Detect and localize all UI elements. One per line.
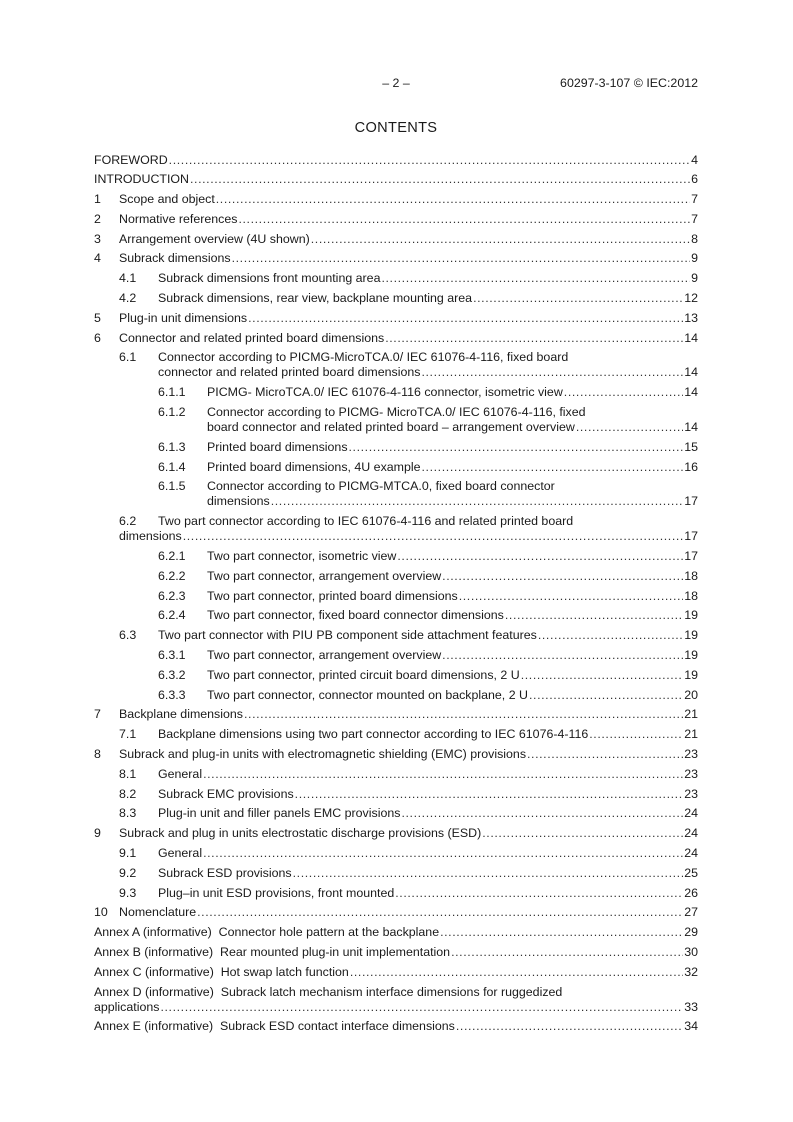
- toc-entry-page: 17: [684, 529, 698, 544]
- toc-entry-number: 6.3.2: [158, 667, 186, 682]
- toc-entry[interactable]: [94, 863, 698, 883]
- toc-entry-page: 18: [684, 568, 698, 583]
- toc-entry-title: Two part connector, arrangement overview: [207, 648, 442, 663]
- toc-entry-title: Printed board dimensions: [207, 439, 348, 454]
- dot-leader: [197, 904, 683, 922]
- toc-entry[interactable]: [94, 150, 698, 170]
- toc-entry-title: Subrack dimensions, rear view, backplane mounting area: [158, 291, 473, 306]
- toc-entry-title: Annex C (informative) Hot swap latch function: [94, 964, 349, 979]
- toc-entry-page: 6: [691, 172, 698, 187]
- toc-entry-page: 24: [684, 846, 698, 860]
- toc-entry-page: 14: [684, 385, 698, 400]
- toc-entry-number: 4.1: [119, 271, 137, 286]
- toc-entry[interactable]: [94, 190, 698, 210]
- dot-leader: [442, 568, 683, 586]
- toc-entry-title: Two part connector, printed board dimensions: [207, 588, 458, 603]
- toc-entry[interactable]: [94, 646, 698, 666]
- toc-entry-page: 17: [684, 549, 698, 564]
- toc-entry-number: 9.3: [119, 885, 137, 900]
- dot-leader: [456, 1018, 683, 1036]
- toc-entry[interactable]: [94, 745, 698, 765]
- dot-leader: [421, 364, 683, 382]
- toc-entry-number: 6.1.2: [158, 405, 186, 420]
- dot-leader: [538, 627, 683, 645]
- toc-entry-number: 8.3: [119, 806, 137, 821]
- dot-leader: [442, 647, 683, 665]
- dot-leader: [395, 885, 683, 903]
- toc-entry-title: Two part connector, isometric view: [207, 549, 397, 564]
- toc-entry-page: 7: [691, 192, 698, 207]
- toc-entry-page: 9: [691, 271, 698, 286]
- dot-leader: [521, 667, 684, 685]
- toc-entry-number: 6.2.4: [158, 608, 186, 623]
- toc-entry[interactable]: [94, 269, 698, 289]
- toc-entry-title: board connector and related printed board – arrangement overview: [207, 420, 575, 435]
- toc-entry-title: Nomenclature: [119, 905, 197, 920]
- toc-entry-number: 10: [94, 905, 108, 920]
- toc-entry-number: 6.1.1: [158, 385, 186, 400]
- table-of-contents: [94, 150, 698, 1037]
- toc-entry-page: 23: [684, 747, 698, 762]
- toc-entry-title: General: [158, 766, 203, 781]
- toc-entry[interactable]: [94, 1017, 698, 1037]
- toc-entry-page: 14: [684, 365, 698, 380]
- toc-entry-page: 27: [684, 905, 698, 920]
- toc-entry-title-first-line: Connector according to PICMG-MicroTCA.0/ IEC 61076-4-116, fixed board: [158, 350, 569, 365]
- toc-entry[interactable]: [94, 824, 698, 844]
- toc-entry[interactable]: [94, 685, 698, 705]
- toc-entry-title: Plug-in unit and filler panels EMC provisions: [158, 806, 401, 821]
- toc-entry-page: 4: [691, 152, 698, 167]
- toc-entry-title: connector and related printed board dimensions: [158, 365, 421, 380]
- toc-entry[interactable]: [94, 566, 698, 586]
- toc-entry-page: 9: [691, 251, 698, 266]
- toc-entry-title: Annex E (informative) Subrack ESD contact interface dimensions: [94, 1019, 455, 1034]
- toc-entry-number: 6: [94, 330, 101, 345]
- toc-entry[interactable]: [94, 962, 698, 982]
- toc-entry[interactable]: [94, 764, 698, 784]
- toc-entry-title: Two part connector, printed circuit board dimensions, 2 U: [207, 667, 520, 682]
- toc-entry-title: INTRODUCTION: [94, 172, 189, 187]
- toc-entry-number: 6.1.4: [158, 459, 186, 474]
- toc-entry-title-first-line: Annex D (informative) Subrack latch mechanism interface dimensions for ruggedized: [94, 984, 563, 999]
- toc-entry-page: 19: [684, 608, 698, 623]
- toc-entry-page: 7: [691, 211, 698, 226]
- dot-leader: [564, 384, 683, 402]
- dot-leader: [349, 439, 684, 457]
- toc-entry[interactable]: [94, 477, 698, 512]
- toc-entry-title: Backplane dimensions: [119, 707, 243, 722]
- toc-entry[interactable]: [94, 328, 698, 348]
- dot-leader: [183, 528, 684, 546]
- toc-entry-page: 20: [684, 687, 698, 702]
- dot-leader: [397, 548, 683, 566]
- toc-entry-page: 26: [684, 885, 698, 900]
- toc-entry[interactable]: [94, 883, 698, 903]
- dot-leader: [271, 493, 684, 511]
- toc-entry-page: 21: [684, 707, 698, 722]
- toc-entry-title: Normative references: [119, 211, 238, 226]
- dot-leader: [440, 924, 683, 942]
- dot-leader: [293, 865, 684, 883]
- toc-entry-page: 21: [684, 727, 698, 742]
- dot-leader: [311, 231, 690, 249]
- toc-entry-title: Two part connector, fixed board connector dimensions: [207, 608, 504, 623]
- dot-leader: [169, 152, 690, 170]
- toc-entry-page: 24: [684, 826, 698, 841]
- toc-entry-page: 19: [684, 667, 698, 682]
- toc-entry-page: 16: [684, 459, 698, 474]
- toc-entry-title-first-line: Connector according to PICMG- MicroTCA.0/ IEC 61076-4-116, fixed: [207, 405, 586, 420]
- toc-entry[interactable]: [94, 457, 698, 477]
- toc-entry[interactable]: [94, 170, 698, 190]
- toc-entry-number: 4.2: [119, 291, 137, 306]
- dot-leader: [190, 171, 690, 189]
- toc-entry-page: 19: [684, 628, 698, 643]
- toc-entry[interactable]: [94, 725, 698, 745]
- dot-leader: [238, 211, 690, 229]
- toc-entry-number: 6.3.3: [158, 687, 186, 702]
- toc-entry-title: Connector and related printed board dimensions: [119, 330, 385, 345]
- dot-leader: [381, 270, 690, 288]
- document-id: 60297-3-107 © IEC:2012: [560, 76, 698, 90]
- toc-entry-number: 6.2: [119, 514, 137, 529]
- dot-leader: [248, 310, 683, 328]
- toc-entry[interactable]: [94, 923, 698, 943]
- toc-entry-title: Arrangement overview (4U shown): [119, 231, 310, 246]
- toc-entry-page: 23: [684, 786, 698, 801]
- toc-entry[interactable]: [94, 586, 698, 606]
- toc-entry-title: Subrack ESD provisions: [158, 865, 292, 880]
- toc-entry-page: 34: [684, 1019, 698, 1034]
- toc-entry-number: 8: [94, 747, 101, 762]
- toc-entry[interactable]: [94, 982, 698, 1017]
- toc-entry-number: 8.2: [119, 786, 137, 801]
- dot-leader: [160, 999, 683, 1017]
- toc-entry-number: 6.1.3: [158, 439, 186, 454]
- toc-entry[interactable]: [94, 348, 698, 383]
- toc-entry-title-first-line: Connector according to PICMG-MTCA.0, fixed board connector: [207, 479, 555, 494]
- dot-leader: [473, 290, 683, 308]
- toc-entry-page: 29: [684, 925, 698, 940]
- toc-entry[interactable]: [94, 665, 698, 685]
- dot-leader: [401, 805, 683, 823]
- dot-leader: [232, 250, 691, 268]
- toc-entry-number: 9: [94, 826, 101, 841]
- toc-entry-page: 14: [684, 420, 698, 435]
- toc-entry-number: 1: [94, 192, 101, 207]
- toc-entry[interactable]: [94, 626, 698, 646]
- toc-entry-page: 13: [684, 310, 698, 325]
- dot-leader: [505, 607, 683, 625]
- toc-entry-number: 2: [94, 211, 101, 226]
- toc-entry[interactable]: [94, 249, 698, 269]
- toc-entry-page: 15: [684, 439, 698, 454]
- toc-entry-title: Subrack and plug-in units with electromagnetic shielding (EMC) provisions: [119, 747, 527, 762]
- dot-leader: [482, 825, 683, 843]
- toc-entry-number: 6.1: [119, 350, 137, 365]
- toc-entry[interactable]: [94, 403, 698, 438]
- toc-entry-number: 7: [94, 707, 101, 722]
- toc-entry-title: Subrack and plug in units electrostatic discharge provisions (ESD): [119, 826, 482, 841]
- dot-leader: [203, 845, 683, 863]
- dot-leader: [529, 687, 683, 705]
- toc-entry-number: 9.1: [119, 846, 137, 860]
- toc-entry-number: 6.2.3: [158, 588, 186, 603]
- toc-entry-page: 18: [684, 588, 698, 603]
- toc-entry[interactable]: [94, 705, 698, 725]
- toc-entry-title: Subrack EMC provisions: [158, 786, 294, 801]
- dot-leader: [422, 459, 684, 477]
- toc-entry-number: 5: [94, 310, 101, 325]
- dot-leader: [295, 786, 684, 804]
- toc-entry-title: Subrack dimensions front mounting area: [158, 271, 381, 286]
- dot-leader: [244, 706, 683, 724]
- toc-entry-title: Printed board dimensions, 4U example: [207, 459, 421, 474]
- toc-entry[interactable]: [94, 289, 698, 309]
- toc-entry[interactable]: [94, 308, 698, 328]
- toc-entry-title: Annex B (informative) Rear mounted plug-in unit implementation: [94, 944, 451, 959]
- page-header: [94, 76, 698, 94]
- toc-entry-page: 19: [684, 648, 698, 663]
- dot-leader: [527, 746, 683, 764]
- toc-entry[interactable]: [94, 383, 698, 403]
- toc-entry-page: 12: [684, 291, 698, 306]
- toc-entry-page: 30: [684, 944, 698, 959]
- toc-entry-title: dimensions: [119, 529, 182, 544]
- toc-entry[interactable]: [94, 209, 698, 229]
- dot-leader: [203, 766, 683, 784]
- toc-entry-title: FOREWORD: [94, 152, 168, 167]
- toc-entry-title: dimensions: [207, 494, 270, 509]
- toc-entry-title-first-line: Two part connector according to IEC 61076-4-116 and related printed board: [158, 514, 574, 529]
- toc-entry-title: Scope and object: [119, 192, 215, 207]
- toc-entry-title: PICMG- MicroTCA.0/ IEC 61076-4-116 connector, isometric view: [207, 385, 563, 400]
- toc-entry-number: 6.1.5: [158, 479, 186, 494]
- toc-entry-number: 6.2.1: [158, 549, 186, 564]
- toc-entry-title: Annex A (informative) Connector hole pattern at the backplane: [94, 925, 440, 940]
- toc-entry-title: Plug–in unit ESD provisions, front mounted: [158, 885, 395, 900]
- toc-entry-page: 33: [684, 999, 698, 1014]
- toc-entry[interactable]: [94, 229, 698, 249]
- toc-entry-title: applications: [94, 999, 160, 1014]
- toc-entry-page: 24: [684, 806, 698, 821]
- toc-entry-title: General: [158, 846, 203, 860]
- toc-entry[interactable]: [94, 547, 698, 567]
- toc-entry-number: 3: [94, 231, 101, 246]
- toc-entry-page: 8: [691, 231, 698, 246]
- toc-entry-page: 23: [684, 766, 698, 781]
- toc-entry-title: Backplane dimensions using two part connector according to IEC 61076-4-116: [158, 727, 589, 742]
- dot-leader: [216, 191, 690, 209]
- toc-entry-title: Subrack dimensions: [119, 251, 231, 266]
- toc-entry-number: 6.3.1: [158, 648, 186, 663]
- toc-entry[interactable]: [94, 804, 698, 824]
- toc-entry-title: Two part connector, arrangement overview: [207, 568, 442, 583]
- toc-entry-number: 6.2.2: [158, 568, 186, 583]
- toc-entry-page: 14: [684, 330, 698, 345]
- dot-leader: [385, 330, 683, 348]
- toc-entry-number: 8.1: [119, 766, 137, 781]
- dot-leader: [350, 964, 683, 982]
- toc-entry-page: 32: [684, 964, 698, 979]
- toc-entry[interactable]: [94, 606, 698, 626]
- toc-entry[interactable]: [94, 784, 698, 804]
- toc-entry[interactable]: [94, 512, 698, 547]
- contents-title: CONTENTS: [354, 120, 438, 136]
- toc-entry-title: Two part connector, connector mounted on backplane, 2 U: [207, 687, 528, 702]
- toc-entry-page: 25: [684, 865, 698, 880]
- dot-leader: [576, 419, 683, 437]
- dot-leader: [459, 588, 683, 606]
- page-number: – 2 –: [382, 76, 410, 90]
- toc-entry-number: 9.2: [119, 865, 137, 880]
- toc-entry-number: 4: [94, 251, 101, 266]
- dot-leader: [451, 944, 683, 962]
- dot-leader: [589, 726, 683, 744]
- toc-entry-page: 17: [684, 494, 698, 509]
- toc-entry-number: 7.1: [119, 727, 137, 742]
- toc-entry-number: 6.3: [119, 628, 137, 643]
- toc-entry[interactable]: [94, 942, 698, 962]
- toc-entry[interactable]: [94, 903, 698, 923]
- toc-entry[interactable]: [94, 437, 698, 457]
- toc-entry-title: Two part connector with PIU PB component side attachment features: [158, 628, 537, 643]
- toc-entry[interactable]: [94, 844, 698, 864]
- toc-entry-title: Plug-in unit dimensions: [119, 310, 248, 325]
